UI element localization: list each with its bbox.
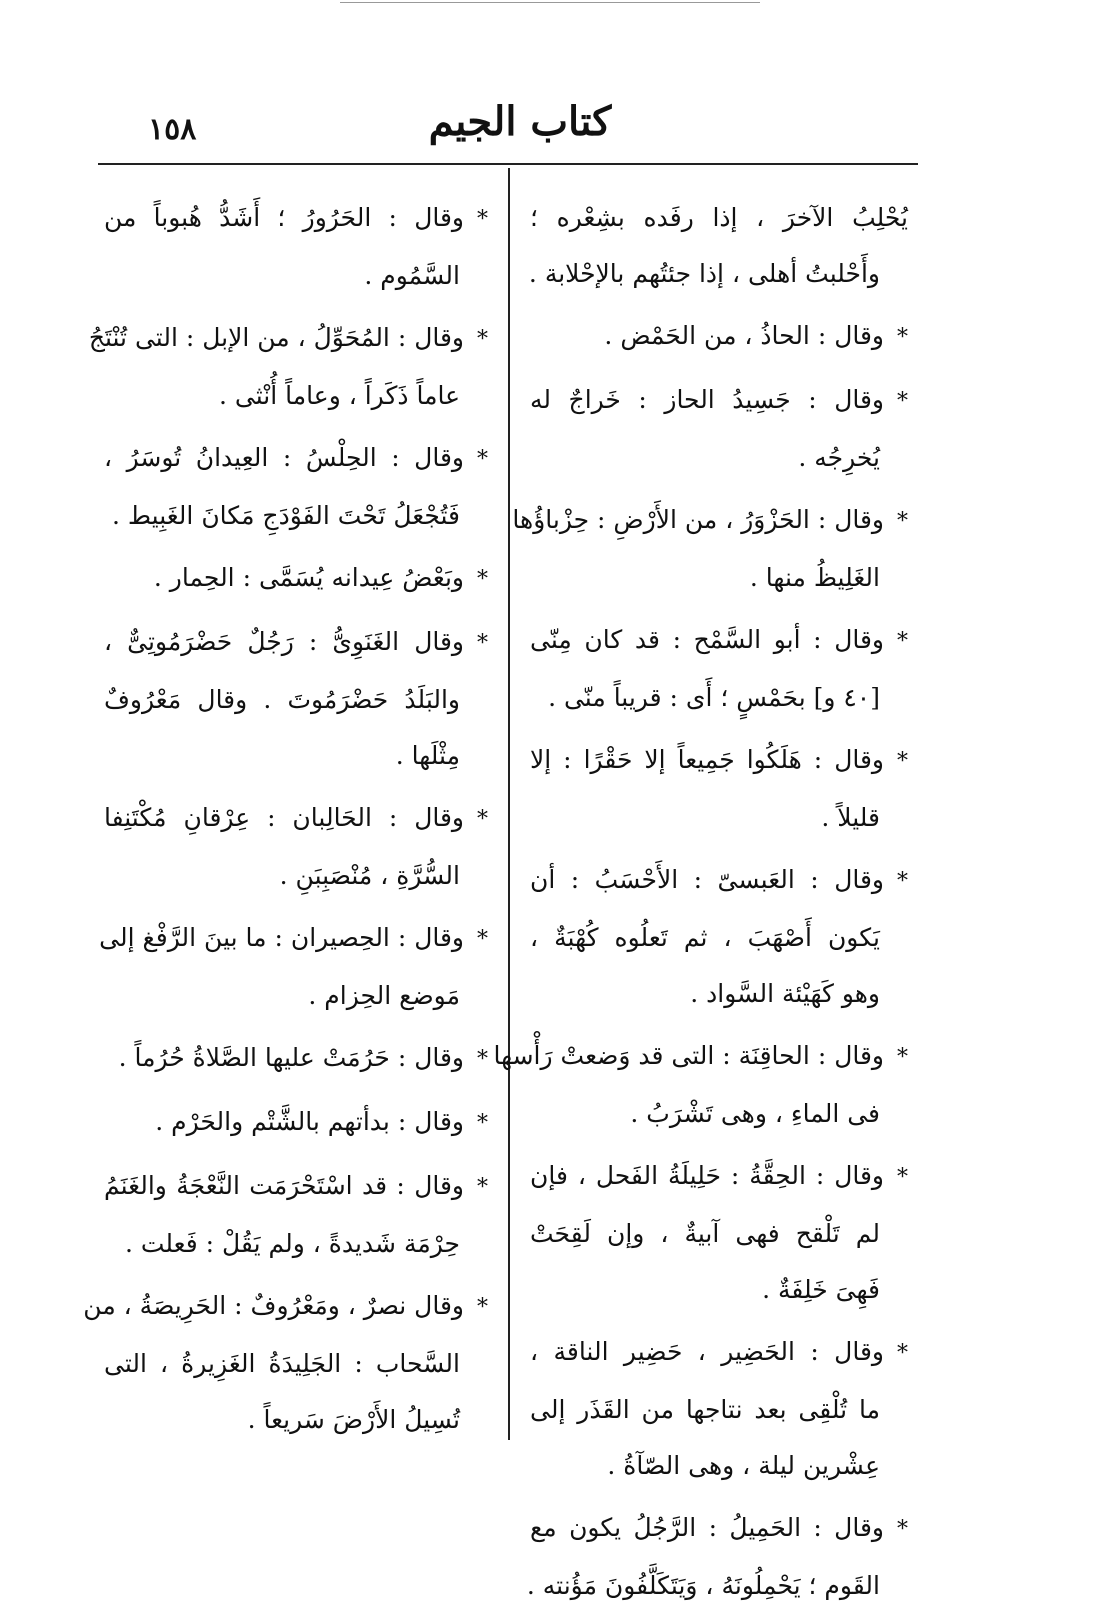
entry-line (530, 550, 908, 606)
entry-line (104, 1336, 488, 1392)
entry-line (104, 1392, 488, 1448)
entry-text: وقال : الحِقَّةُ : حَلِيلَةُ الفَحل ، فإن (530, 1161, 884, 1190)
entry-text: وقال : هَلَكُوا جَمِيعاً إلا حَقْرًا : إلا (530, 745, 884, 774)
entry-line (530, 1382, 908, 1438)
entry-text: وأَحْلبتُ أهلى ، إذا جئتُهم بالإحْلابة . (528, 259, 880, 288)
entry-text: وبَعْضُ عِيدانه يُسَمَّى : الحِمار . (153, 563, 464, 592)
entry-text: فَتُجْعَلُ تَحْتَ الفَوْدَجِ مَكانَ الغَبِيط . (112, 501, 460, 530)
entry-text: وقال : الحَزْوَرُ ، من الأَرْضِ : حِزْباؤُها (512, 505, 884, 534)
entry-line (530, 1148, 908, 1206)
entry-star-marker: * (897, 629, 908, 654)
dictionary-entry (99, 910, 488, 1024)
dictionary-entry (104, 1030, 488, 1088)
dictionary-entry (104, 190, 488, 304)
header-rule (98, 163, 918, 165)
entry-star-marker: * (897, 1165, 908, 1190)
entry-line (104, 672, 488, 728)
entry-line (104, 1158, 488, 1216)
entry-line (530, 670, 908, 726)
left-column (83, 190, 488, 1454)
entry-line (104, 488, 488, 544)
dictionary-entry (530, 1148, 908, 1318)
entry-line (512, 492, 908, 550)
entry-line (104, 1094, 488, 1152)
entry-text: وقال : أبو السَّمْح : قد كان مِنّى (530, 625, 884, 654)
entry-line (526, 1558, 908, 1614)
entry-star-marker: * (897, 1341, 908, 1366)
dictionary-entry (530, 612, 908, 726)
entry-line (530, 966, 908, 1022)
entry-line (104, 614, 488, 672)
entry-text: وقال : الحاقِنَة : التى قد وَضعتْ رَأْسها (493, 1041, 884, 1070)
entry-text: وقال : الحَضِير ، حَضِير الناقة ، (530, 1337, 884, 1366)
entry-text: مَوضع الحِزام . (308, 981, 460, 1010)
dictionary-entry (530, 1324, 908, 1494)
dictionary-entry (526, 1500, 908, 1614)
entry-text: [٤٠ و] بحَمْسٍ ؛ أَى : قريباً منّى . (548, 683, 880, 712)
entry-line (104, 790, 488, 848)
entry-line (530, 1438, 908, 1494)
entry-star-marker: * (897, 1045, 908, 1070)
dictionary-entry (104, 550, 488, 608)
entry-text: وقال : الحَرُورُ ؛ أَشَدُّ هُبوباً من (104, 203, 464, 232)
entry-line (104, 368, 488, 424)
dictionary-entry (104, 790, 488, 904)
entry-text: وقال : العَبسىّ : الأَحْسَبُ : أن (530, 865, 884, 894)
entry-line (530, 308, 908, 366)
dictionary-entry (104, 430, 488, 544)
entry-text: يُخرِجُه . (798, 443, 880, 472)
entry-text: عاماً ذَكَراً ، وعاماً أُنْثى . (219, 381, 460, 410)
entry-star-marker: * (477, 207, 488, 232)
entry-line (530, 790, 908, 846)
entry-line (530, 910, 908, 966)
dictionary-entry (530, 190, 908, 302)
entry-star-marker: * (897, 749, 908, 774)
entry-line (104, 728, 488, 784)
entry-text: حِرْمَة شَديدةً ، ولم يَقُلْ : فَعلت . (124, 1229, 460, 1258)
entry-text: وقال : جَسِيدُ الحاز : خَراجٌ له (530, 385, 884, 414)
entry-text: وقال : الحَمِيلُ : الرَّجُلُ يكون مع (530, 1513, 884, 1542)
dictionary-entry (530, 732, 908, 846)
dictionary-entry (83, 1278, 488, 1448)
entry-text: فَهِىَ خَلِفَةٌ . (762, 1275, 880, 1304)
entry-text: قليلاً . (821, 803, 880, 832)
entry-star-marker: * (897, 509, 908, 534)
entry-text: وقال الغَنَوِىُّ : رَجُلٌ حَضْرَمُوتِىٌّ ، (104, 627, 464, 656)
entry-line (530, 1262, 908, 1318)
entry-line (530, 430, 908, 486)
entry-star-marker: * (477, 1111, 488, 1136)
entry-text: مِثْلَها . (395, 741, 460, 770)
dictionary-entry (88, 310, 488, 424)
entry-star-marker: * (897, 1517, 908, 1542)
entry-star-marker: * (477, 1295, 488, 1320)
dictionary-entry (104, 1094, 488, 1152)
entry-star-marker: * (897, 325, 908, 350)
entry-text: والبَلَدُ حَضْرَمُوتَ . وقال مَعْرُوفٌ (104, 685, 460, 714)
entry-line (530, 1086, 908, 1142)
entry-line (530, 1324, 908, 1382)
entry-line (104, 848, 488, 904)
entry-star-marker: * (477, 1175, 488, 1200)
entry-line (83, 1278, 488, 1336)
entry-text: يُحْلِبُ الآخرَ ، إذا رفَده بشِعْره ؛ (530, 203, 908, 232)
entry-line (104, 430, 488, 488)
entry-line (104, 190, 488, 248)
entry-star-marker: * (477, 447, 488, 472)
entry-line (104, 1216, 488, 1272)
dictionary-entry (530, 372, 908, 486)
entry-text: وقال : الحِصيران : ما بينَ الرَّفْغ إلى (99, 923, 464, 952)
entry-star-marker: * (477, 1047, 488, 1072)
entry-star-marker: * (897, 389, 908, 414)
entry-text: ما تُلْقِى بعد نتاجها من القَذَر إلى (530, 1395, 880, 1424)
entry-star-marker: * (477, 631, 488, 656)
right-column (493, 190, 908, 1620)
page-number: ١٥٨ (148, 112, 197, 147)
entry-line (493, 1028, 908, 1086)
column-divider (508, 168, 510, 1440)
top-edge-rule (340, 2, 760, 3)
entry-text: السَّحاب : الجَلِيدَةُ الغَزِيرةُ ، التى (104, 1349, 460, 1378)
entry-text: السَّمُوم . (364, 261, 460, 290)
entry-line (530, 190, 908, 246)
entry-line (530, 732, 908, 790)
entry-text: وقال : قد اسْتَحْرَمَت النَّعْجَةُ والغَنَمُ (104, 1171, 464, 1200)
entry-text: وقال نصرٌ ، ومَعْرُوفٌ : الحَرِيصَةُ ، من (83, 1291, 464, 1320)
entry-line (530, 372, 908, 430)
entry-star-marker: * (477, 807, 488, 832)
entry-line (530, 246, 908, 302)
entry-text: يَكون أَصْهَبَ ، ثم تَعلُوه كُهْبَةٌ ، (530, 923, 880, 952)
dictionary-entry (104, 614, 488, 784)
entry-text: وهو كَهَيْئة السَّواد . (690, 979, 880, 1008)
entry-text: السُّرَّةِ ، مُنْصَبِبَنِ . (279, 861, 460, 890)
dictionary-entry (530, 852, 908, 1022)
entry-star-marker: * (477, 327, 488, 352)
running-title: كتاب الجيم (428, 98, 612, 145)
entry-line (99, 910, 488, 968)
entry-line (104, 1030, 488, 1088)
entry-line (530, 852, 908, 910)
entry-line (104, 248, 488, 304)
entry-star-marker: * (477, 567, 488, 592)
dictionary-entry (493, 1028, 908, 1142)
entry-text: فى الماءِ ، وهى تَشْرَبُ . (630, 1099, 880, 1128)
dictionary-entry (530, 308, 908, 366)
entry-text: وقال : الحِلْسُ : العِيدانُ تُوسَرُ ، (104, 443, 464, 472)
entry-text: تُسِيلُ الأَرْضَ سَريعاً . (247, 1405, 460, 1434)
entry-line (530, 1206, 908, 1262)
dictionary-entry (512, 492, 908, 606)
entry-line (104, 968, 488, 1024)
entry-text: وقال : الحاذُ ، من الحَمْض . (604, 321, 884, 350)
entry-star-marker: * (897, 869, 908, 894)
entry-text: وقال : الحَالِبان : عِرْقانِ مُكْتَنِفا (104, 803, 464, 832)
entry-line (530, 1500, 908, 1558)
dictionary-entry (104, 1158, 488, 1272)
entry-text: وقال : حَرُمَتْ عليها الصَّلاةُ حُرُماً . (118, 1043, 464, 1072)
entry-text: الغَلِيظُ منها . (749, 563, 880, 592)
entry-text: وقال : بدأتهم بالشَّتْم والحَرْم . (155, 1107, 464, 1136)
entry-line (530, 612, 908, 670)
entry-text: القَوم ؛ يَحْمِلُونَهُ ، وَيَتَكَلَّفُونَ مَؤُنته . (526, 1571, 880, 1600)
entry-star-marker: * (477, 927, 488, 952)
entry-text: عِشْرين ليلة ، وهى الصّآةُ . (607, 1451, 880, 1480)
entry-text: وقال : المُحَوِّلُ ، من الإبل : التى تُنْتَجُ (88, 323, 464, 352)
entry-line (88, 310, 488, 368)
entry-text: لم تَلْقح فهى آبيةٌ ، وإن لَقِحَتْ (530, 1219, 880, 1248)
entry-line (104, 550, 488, 608)
